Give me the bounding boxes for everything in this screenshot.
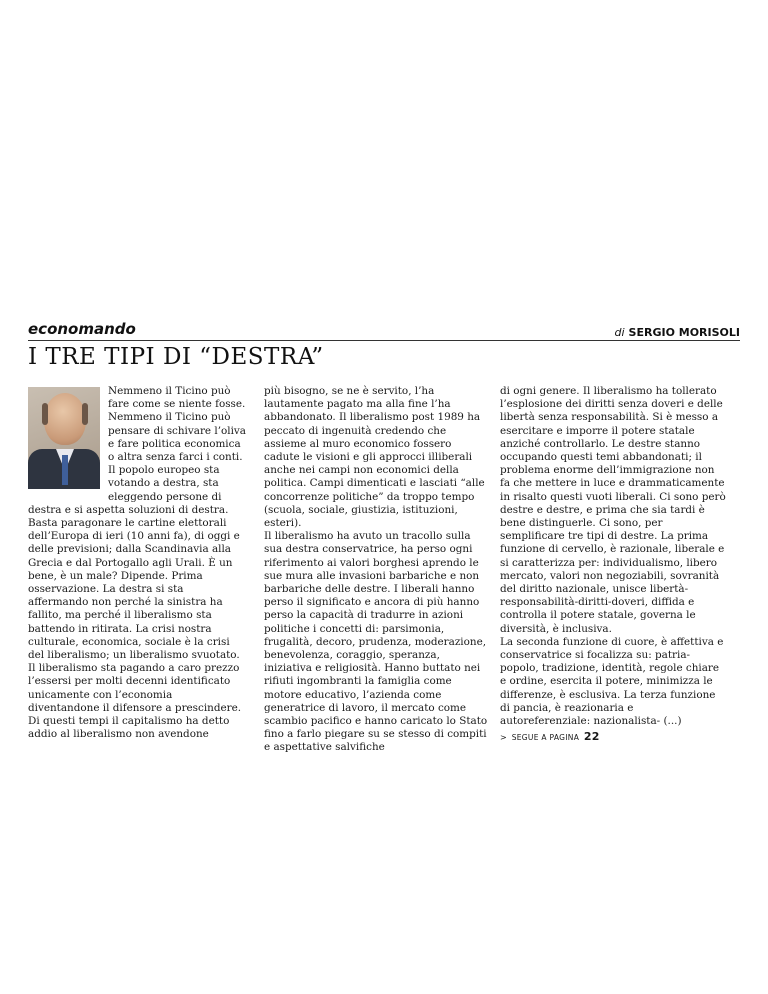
- byline: [615, 326, 741, 339]
- column-2-paragraph-2: Il liberalismo ha avuto un tracollo sulla sua destra conservatrice, ha perso ogni riferimento ai valori borghesi aprendo le sue mura alle invasioni barbariche e non barbariche delle destre. I liberali hanno perso il significato e ancora di più hanno perso la capacità di tradurre in azioni politiche i concetti di: parsimonia, frugalità, decoro, prudenza, moderazione, benevolenza, coraggio, speranza, iniziativa e religiosità. Hanno buttato nei rifiuti ingombranti la famiglia come motore educativo, l’azienda come generatrice di lavoro, il mercato come scambio pacifico e hanno caricato lo Stato fino a farlo piegare su se stesso di compiti e aspettative salvifiche: [264, 530, 488, 754]
- article-column-3: [500, 385, 726, 744]
- section-name: economando: [28, 320, 136, 338]
- article-column-2: [264, 385, 488, 755]
- article-column-1: [28, 385, 246, 741]
- article-header: [28, 320, 740, 341]
- column-2-paragraph-1: più bisogno, se ne è servito, l’ha lautamente pagato ma alla fine l’ha abbandonato. Il liberalismo post 1989 ha peccato di ingenuità credendo che assieme al muro economico fossero cadute le visioni e gli approcci illiberali anche nei campi non economici della politica. Campi dimenticati e lasciati “alle concorrenze politiche” da troppo tempo (scuola, sociale, giustizia, istituzioni, esteri).: [264, 385, 485, 530]
- continued-page-number: 22: [583, 730, 600, 744]
- continued-arrow: >: [500, 733, 508, 743]
- continued-on-page: [500, 730, 726, 744]
- author-name: SERGIO MORISOLI: [628, 326, 740, 339]
- byline-prefix: di: [614, 326, 625, 339]
- article-title: I TRE TIPI DI “DESTRA”: [28, 344, 324, 370]
- column-3-paragraph-1: di ogni genere. Il liberalismo ha tollerato l’esplosione dei diritti senza doveri e delle libertà senza responsabilità. Si è messo a esercitare e imporre il potere statale anziché controllarlo. Le destre stanno occupando questi temi abbandonati; il problema enorme dell’immigrazione non fa che mettere in luce e drammaticamente in risalto questi vuoti liberali. Ci sono però destre e destre, e prima che sia tardi è bene distinguerle. Ci sono, per semplificare tre tipi di destre. La prima funzione di cervello, è razionale, liberale e si caratterizza per: individualismo, libero mercato, valori non negoziabili, sovranità del diritto nazionale, unisce libertà-responsabilità-diritti-doveri, diffida e controlla il potere statale, governa le diversità, è inclusiva.: [500, 385, 726, 635]
- continued-label: SEGUE A PAGINA: [511, 733, 580, 743]
- column-1-text: Nemmeno il Ticino può fare come se niente fosse. Nemmeno il Ticino può pensare di schivare l’oliva e fare politica economica o altra senza farci i conti. Il popolo europeo sta votando a destra, sta eleggendo persone di destra e si aspetta soluzioni di destra. Basta paragonare le cartine elettorali dell’Europa di ieri (10 anni fa), di oggi e delle previsioni; dalla Scandinavia alla Grecia e dal Portogallo agli Urali. È un bene, è un male? Dipende. Prima osservazione. La destra si sta affermando non perché la sinistra ha fallito, ma perché il liberalismo sta battendo in ritirata. La crisi nostra culturale, economica, sociale è la crisi del liberalismo; un liberalismo svuotato. Il liberalismo sta pagando a caro prezzo l’essersi per molti decenni identificato unicamente con l’economia diventandone il difensore a prescindere. Di questi tempi il capitalismo ha detto addio al liberalismo non avendone: [28, 385, 246, 741]
- column-3-paragraph-2: La seconda funzione di cuore, è affettiva e conservatrice si focalizza su: patria-popolo, tradizione, identità, regole chiare e ordine, esercita il potere, minimizza le differenze, è esclusiva. La terza funzione di pancia, è reazionaria e autoreferenziale: nazionalista- (...): [500, 635, 724, 728]
- author-portrait: [28, 387, 100, 489]
